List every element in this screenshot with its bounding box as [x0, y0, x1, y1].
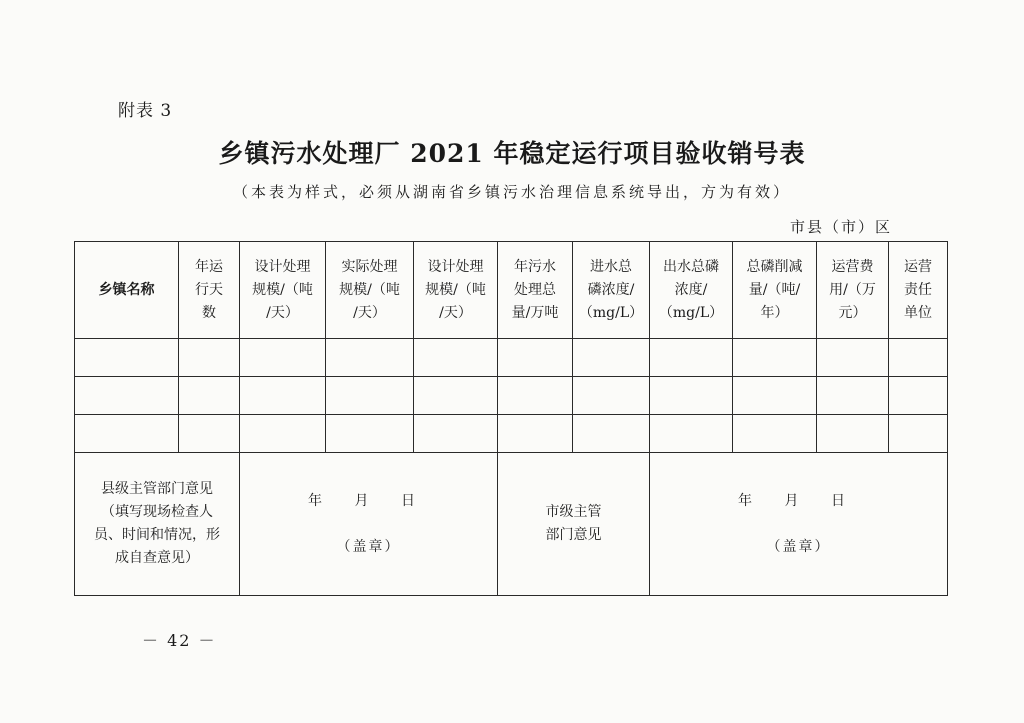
table-header-row: [75, 242, 948, 339]
header-design-capacity-2: 设计处理 规模/（吨 /天）: [414, 242, 498, 339]
table-cell[interactable]: [326, 339, 414, 377]
county-seal-label: （盖章）: [336, 538, 401, 555]
county-date-label: 年 月 日: [308, 492, 429, 509]
header-operator-unit: 运营 责任 单位: [889, 242, 948, 339]
table-cell[interactable]: [573, 377, 650, 415]
table-cell[interactable]: [240, 339, 326, 377]
table-row: [75, 339, 948, 377]
table-cell[interactable]: [414, 377, 498, 415]
table-cell[interactable]: [414, 339, 498, 377]
table-cell[interactable]: [240, 415, 326, 453]
subtitle-note: （本表为样式，必须从湖南省乡镇污水治理信息系统导出，方为有效）: [232, 183, 791, 201]
city-opinion-field[interactable]: [650, 453, 948, 596]
table-cell[interactable]: [733, 339, 817, 377]
header-operating-cost: 运营费 用/（万 元）: [817, 242, 889, 339]
table-cell[interactable]: [817, 339, 889, 377]
table-cell[interactable]: [733, 415, 817, 453]
table-cell[interactable]: [414, 415, 498, 453]
acceptance-form-table: [74, 241, 948, 596]
table-cell[interactable]: [326, 415, 414, 453]
table-cell[interactable]: [817, 415, 889, 453]
table-cell[interactable]: [573, 415, 650, 453]
header-actual-capacity: 实际处理 规模/（吨 /天）: [326, 242, 414, 339]
table-cell[interactable]: [75, 339, 179, 377]
city-opinion-label: 市级主管 部门意见: [498, 453, 650, 596]
table-cell[interactable]: [573, 339, 650, 377]
page-number: － 42 －: [142, 631, 217, 650]
table-cell[interactable]: [498, 339, 573, 377]
page-title: 乡镇污水处理厂 2021 年稳定运行项目验收销号表: [218, 139, 806, 168]
header-influent-phosphorus: 进水总 磷浓度/ （mg/L）: [573, 242, 650, 339]
table-cell[interactable]: [75, 377, 179, 415]
attachment-label: 附表 3: [118, 101, 173, 121]
table-cell[interactable]: [733, 377, 817, 415]
header-phosphorus-reduction: 总磷削减 量/（吨/ 年）: [733, 242, 817, 339]
region-label: 市县（市）区: [789, 218, 892, 236]
table-cell[interactable]: [650, 377, 733, 415]
table-cell[interactable]: [179, 415, 240, 453]
signature-row: [75, 453, 948, 596]
header-design-capacity: 设计处理 规模/（吨 /天）: [240, 242, 326, 339]
table-cell[interactable]: [326, 377, 414, 415]
table-cell[interactable]: [498, 415, 573, 453]
table-row: [75, 415, 948, 453]
county-opinion-field[interactable]: [240, 453, 498, 596]
table-cell[interactable]: [240, 377, 326, 415]
table-cell[interactable]: [889, 339, 948, 377]
header-effluent-phosphorus: 出水总磷 浓度/ （mg/L）: [650, 242, 733, 339]
table-cell[interactable]: [650, 339, 733, 377]
table-cell[interactable]: [817, 377, 889, 415]
table-cell[interactable]: [650, 415, 733, 453]
header-annual-sewage-total: 年污水 处理总 量/万吨: [498, 242, 573, 339]
city-seal-label: （盖章）: [766, 538, 831, 555]
header-town-name: 乡镇名称: [75, 242, 179, 339]
table-cell[interactable]: [179, 339, 240, 377]
table-row: [75, 377, 948, 415]
table-cell[interactable]: [75, 415, 179, 453]
table-cell[interactable]: [179, 377, 240, 415]
city-date-label: 年 月 日: [738, 492, 859, 509]
county-opinion-label: 县级主管部门意见 （填写现场检查人 员、时间和情况，形 成自查意见）: [75, 453, 240, 596]
header-operating-days: 年运 行天 数: [179, 242, 240, 339]
table-cell[interactable]: [889, 415, 948, 453]
table-cell[interactable]: [889, 377, 948, 415]
table-cell[interactable]: [498, 377, 573, 415]
